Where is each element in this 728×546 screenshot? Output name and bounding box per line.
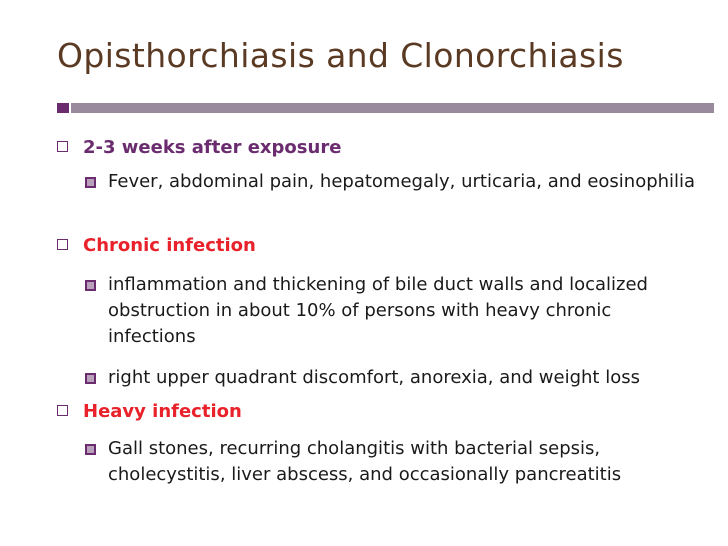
filled-square-bullet-icon — [85, 177, 96, 188]
bullet-text: inflammation and thickening of bile duct walls and localized obstruction in about 10% of persons with heavy chronic infections — [108, 274, 648, 347]
filled-square-bullet-icon — [85, 280, 96, 291]
filled-square-bullet-icon — [85, 444, 96, 455]
bullet-text: Fever, abdominal pain, hepatomegaly, urticaria, and eosinophilia — [108, 171, 696, 192]
filled-square-bullet-icon — [85, 373, 96, 384]
title-underline-bar — [71, 103, 714, 113]
section-heading-text: Heavy infection — [83, 401, 242, 422]
title-underline-accent — [57, 103, 69, 113]
bullet-text: Gall stones, recurring cholangitis with bacterial sepsis, cholecystitis, liver abscess, and occasionally pancreatitis — [108, 438, 622, 485]
hollow-square-bullet-icon — [57, 141, 68, 152]
bullet-text: right upper quadrant discomfort, anorexia, and weight loss — [108, 367, 640, 388]
section-heading-text: Chronic infection — [83, 235, 256, 256]
hollow-square-bullet-icon — [57, 239, 68, 250]
section-heading-text: 2-3 weeks after exposure — [83, 137, 342, 158]
hollow-square-bullet-icon — [57, 405, 68, 416]
title-underline — [57, 103, 714, 113]
slide-title: Opisthorchiasis and Clonorchiasis — [57, 36, 624, 75]
